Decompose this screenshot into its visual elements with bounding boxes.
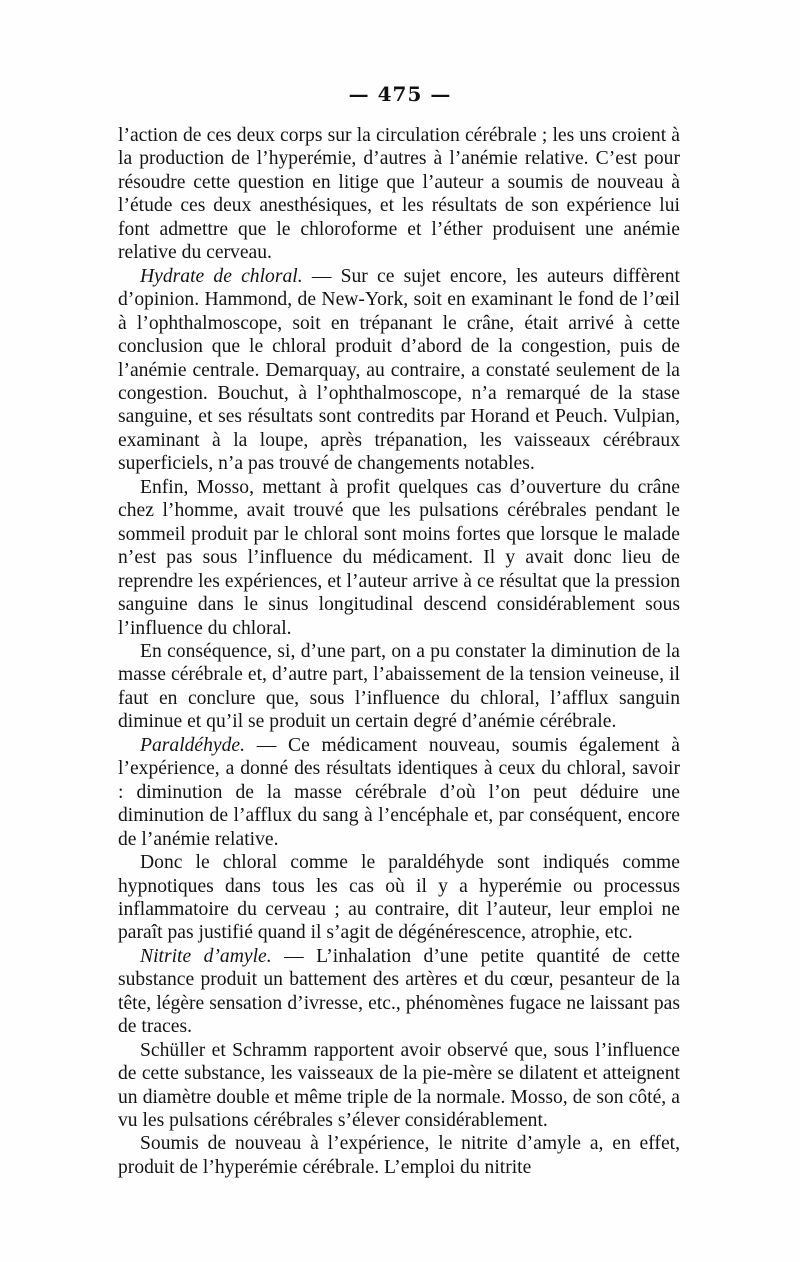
section-heading-inline: Paraldéhyde. (140, 734, 246, 756)
paragraph-text: Donc le chloral comme le paraldéhyde sont indiqués comme hypnotiques dans tous les cas où il y a hyperémie ou processus inflammatoire du cerveau ; au contraire, dit l’auteur, leur emploi ne paraît pas justifié quand il s’agit de dégénérescence, atrophie, etc. (118, 852, 680, 944)
paragraph-text: — Sur ce sujet encore, les auteurs diffèrent d’opinion. Hammond, de New-York, soit en examinant le fond de l’œil à l’ophthalmoscope, soit en trépanant le crâne, était arrivé à cette conclusion que le chloral produit d’abord de la congestion, puis de l’anémie centrale. Demarquay, au contraire, a constaté seulement de la congestion. Bouchut, à l’ophthalmoscope, n’a remarqué de la stase sanguine, et ses résultats sont contredits par Horand et Peuch. Vulpian, examinant à la loupe, après trépanation, les vaisseaux cérébraux superficiels, n’a pas trouvé de changements notables. (118, 265, 680, 475)
body-text (118, 124, 680, 1179)
paragraph-text: l’action de ces deux corps sur la circulation cérébrale ; les uns croient à la production de l’hyperémie, d’autres à l’anémie relative. C’est pour résoudre cette question en litige que l’auteur a soumis de nouveau à l’étude ces deux anesthésiques, et les résultats de son expérience lui font admettre que le chloroforme et l’éther produisent une anémie relative du cerveau. (118, 125, 680, 264)
paragraph (118, 1039, 680, 1133)
paragraph-text: Soumis de nouveau à l’expérience, le nitrite d’amyle a, en effet, produit de l’hyperémie cérébrale. L’emploi du nitrite (118, 1133, 680, 1178)
paragraph-text: Schüller et Schramm rapportent avoir observé que, sous l’influence de cette substance, les vaisseaux de la pie-mère se dilatent et atteignent un diamètre double et même triple de la normale. Mosso, de son côté, a vu les pulsations cérébrales s’élever considérablement. (118, 1039, 680, 1132)
paragraph (118, 851, 680, 945)
paragraph (118, 945, 680, 1039)
section-heading-inline: Nitrite d’amyle. (140, 945, 272, 967)
paragraph-text: — L’inhalation d’une petite quantité de cette substance produit un battement des artères et du cœur, pesanteur de la tête, légère sensation d’ivresse, etc., phénomènes fugace ne laissant pas de traces. (118, 945, 680, 1038)
section-heading-inline: Hydrate de chloral. (140, 265, 303, 287)
paragraph (118, 1132, 680, 1179)
paragraph (118, 265, 680, 476)
paragraph (118, 640, 680, 734)
paragraph (118, 476, 680, 640)
paragraph-text: — Ce médicament nouveau, soumis également à l’expérience, a donné des résultats identiques à ceux du chloral, savoir : diminution de la masse cérébrale d’où l’on peut déduire une diminution de l’afflux du sang à l’encéphale et, par conséquent, encore de l’anémie relative. (118, 734, 680, 850)
paragraph (118, 734, 680, 851)
page-number: — 475 — (348, 82, 452, 106)
paragraph (118, 124, 680, 265)
paragraph-text: En conséquence, si, d’une part, on a pu constater la diminution de la masse cérébrale et, d’autre part, l’abaissement de la tension veineuse, il faut en conclure que, sous l’influence du chloral, l’afflux sanguin diminue et qu’il se produit un certain degré d’anémie cérébrale. (118, 640, 680, 733)
paragraph-text: Enfin, Mosso, mettant à profit quelques cas d’ouverture du crâne chez l’homme, avait trouvé que les pulsations cérébrales pendant le sommeil produit par le chloral sont moins fortes que lorsque le malade n’est pas sous l’influence du médicament. Il y avait donc lieu de reprendre les expériences, et l’auteur arrive à ce résultat que la pression sanguine dans le sinus longitudinal descend considérablement sous l’influence du chloral. (118, 476, 680, 639)
